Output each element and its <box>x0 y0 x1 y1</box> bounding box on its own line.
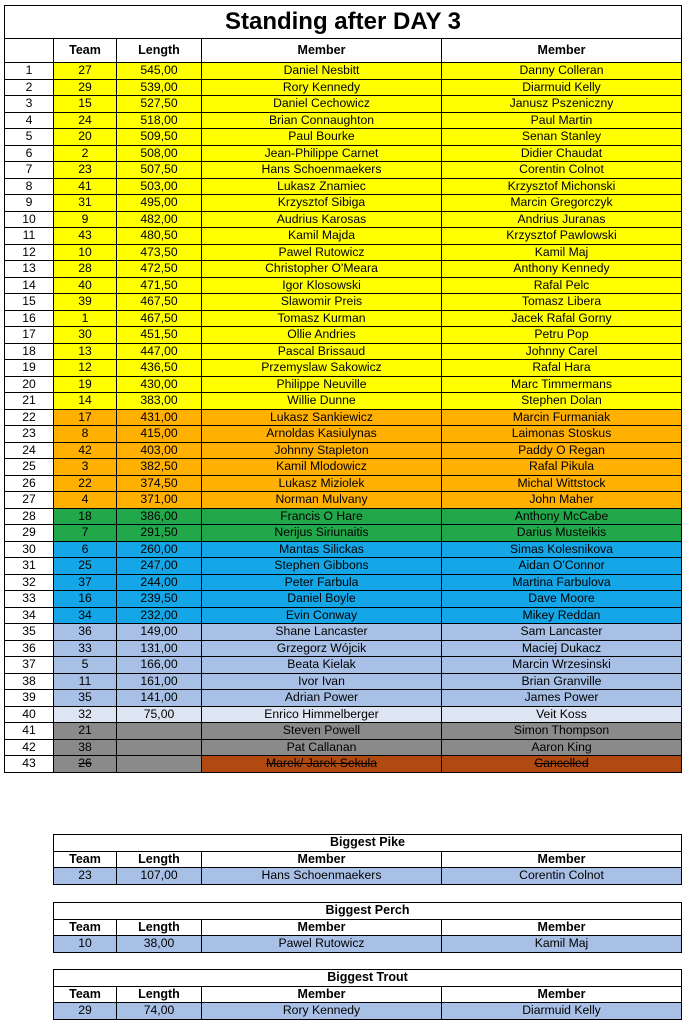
award-title: Biggest Perch <box>54 903 682 920</box>
team-cell: 16 <box>54 591 117 608</box>
length-cell: 161,00 <box>117 673 202 690</box>
rank-cell: 40 <box>5 706 54 723</box>
member-cell: Anthony McCabe <box>442 508 682 525</box>
member-cell: Dave Moore <box>442 591 682 608</box>
member-cell: Norman Mulvany <box>202 492 442 509</box>
rank-cell: 23 <box>5 426 54 443</box>
length-cell: 239,50 <box>117 591 202 608</box>
length-cell: 495,00 <box>117 195 202 212</box>
team-cell: 42 <box>54 442 117 459</box>
table-row <box>5 657 682 674</box>
table-row <box>5 492 682 509</box>
team-cell: 12 <box>54 360 117 377</box>
member-cell: Kamil Maj <box>442 244 682 261</box>
member-cell: Stephen Dolan <box>442 393 682 410</box>
rank-cell: 17 <box>5 327 54 344</box>
team-cell: 41 <box>54 178 117 195</box>
team-cell: 8 <box>54 426 117 443</box>
team-cell: 6 <box>54 541 117 558</box>
member-cell: Senan Stanley <box>442 129 682 146</box>
standings-table <box>4 5 682 773</box>
member-cell: Marcin Furmaniak <box>442 409 682 426</box>
table-row <box>5 178 682 195</box>
member-cell: Enrico Himmelberger <box>202 706 442 723</box>
team-cell: 30 <box>54 327 117 344</box>
member-cell: Pawel Rutowicz <box>202 936 442 953</box>
team-cell: 39 <box>54 294 117 311</box>
table-row <box>5 294 682 311</box>
table-row <box>5 541 682 558</box>
length-cell: 74,00 <box>117 1003 202 1020</box>
member-cell: John Maher <box>442 492 682 509</box>
table-row <box>5 558 682 575</box>
member-cell: Corentin Colnot <box>442 868 682 885</box>
table-row <box>54 1003 682 1020</box>
team-cell: 23 <box>54 162 117 179</box>
rank-cell: 18 <box>5 343 54 360</box>
rank-cell: 39 <box>5 690 54 707</box>
table-row <box>5 277 682 294</box>
table-row <box>5 442 682 459</box>
team-cell: 31 <box>54 195 117 212</box>
length-cell: 447,00 <box>117 343 202 360</box>
length-cell: 131,00 <box>117 640 202 657</box>
team-cell: 10 <box>54 936 117 953</box>
length-cell: 503,00 <box>117 178 202 195</box>
rank-cell: 25 <box>5 459 54 476</box>
member-cell: Philippe Neuville <box>202 376 442 393</box>
length-cell: 415,00 <box>117 426 202 443</box>
member-header-1: Member <box>202 919 442 936</box>
rank-cell: 30 <box>5 541 54 558</box>
length-cell: 436,50 <box>117 360 202 377</box>
member-cell: Tomasz Kurman <box>202 310 442 327</box>
rank-cell: 5 <box>5 129 54 146</box>
table-row <box>5 426 682 443</box>
table-row <box>5 79 682 96</box>
table-row <box>5 673 682 690</box>
length-cell: 403,00 <box>117 442 202 459</box>
member-cell: Francis O Hare <box>202 508 442 525</box>
rank-cell: 29 <box>5 525 54 542</box>
length-cell: 291,50 <box>117 525 202 542</box>
member-cell: Rafal Pikula <box>442 459 682 476</box>
member-cell: Jean-Philippe Carnet <box>202 145 442 162</box>
rank-cell: 12 <box>5 244 54 261</box>
length-cell: 527,50 <box>117 96 202 113</box>
rank-cell: 21 <box>5 393 54 410</box>
member-cell: Anthony Kennedy <box>442 261 682 278</box>
member-cell: Marcin Wrzesinski <box>442 657 682 674</box>
rank-cell: 41 <box>5 723 54 740</box>
member-cell: Johnny Carel <box>442 343 682 360</box>
team-cell: 43 <box>54 228 117 245</box>
rank-cell: 9 <box>5 195 54 212</box>
rank-cell: 3 <box>5 96 54 113</box>
member-cell: Krzysztof Michonski <box>442 178 682 195</box>
length-cell: 141,00 <box>117 690 202 707</box>
length-cell <box>117 723 202 740</box>
table-row <box>5 574 682 591</box>
member-cell: Pascal Brissaud <box>202 343 442 360</box>
team-cell: 3 <box>54 459 117 476</box>
length-cell: 374,50 <box>117 475 202 492</box>
member-cell: Rory Kennedy <box>202 1003 442 1020</box>
member-cell: Ivor Ivan <box>202 673 442 690</box>
member-cell: Arnoldas Kasiulynas <box>202 426 442 443</box>
team-cell: 11 <box>54 673 117 690</box>
table-row <box>5 310 682 327</box>
member-cell: Tomasz Libera <box>442 294 682 311</box>
page-title: Standing after DAY 3 <box>5 6 682 39</box>
team-cell: 21 <box>54 723 117 740</box>
member-cell: Paul Bourke <box>202 129 442 146</box>
member-cell: Kamil Majda <box>202 228 442 245</box>
rank-cell: 10 <box>5 211 54 228</box>
table-row <box>5 591 682 608</box>
member-cell: Grzegorz Wójcik <box>202 640 442 657</box>
member-cell: Johnny Stapleton <box>202 442 442 459</box>
length-cell: 473,50 <box>117 244 202 261</box>
member-cell: Janusz Pszeniczny <box>442 96 682 113</box>
table-row <box>5 739 682 756</box>
table-row <box>5 162 682 179</box>
team-header: Team <box>54 851 117 868</box>
length-cell: 75,00 <box>117 706 202 723</box>
table-row <box>5 706 682 723</box>
member-cell: Brian Connaughton <box>202 112 442 129</box>
team-cell: 29 <box>54 79 117 96</box>
team-header: Team <box>54 986 117 1003</box>
table-row <box>5 261 682 278</box>
team-cell: 27 <box>54 63 117 80</box>
member-cell: Cancelled <box>442 756 682 773</box>
table-row <box>5 393 682 410</box>
table-row <box>5 508 682 525</box>
rank-header <box>5 39 54 63</box>
team-cell: 23 <box>54 868 117 885</box>
rank-cell: 27 <box>5 492 54 509</box>
table-row <box>5 475 682 492</box>
rank-cell: 2 <box>5 79 54 96</box>
member-cell: Petru Pop <box>442 327 682 344</box>
team-cell: 24 <box>54 112 117 129</box>
member-cell: Marcin Gregorczyk <box>442 195 682 212</box>
member-cell: Rafal Pelc <box>442 277 682 294</box>
length-header: Length <box>117 986 202 1003</box>
member-cell: Brian Granville <box>442 673 682 690</box>
length-cell: 539,00 <box>117 79 202 96</box>
member-cell: Lukasz Miziolek <box>202 475 442 492</box>
length-cell: 430,00 <box>117 376 202 393</box>
length-cell: 382,50 <box>117 459 202 476</box>
rank-cell: 19 <box>5 360 54 377</box>
length-cell: 508,00 <box>117 145 202 162</box>
rank-cell: 6 <box>5 145 54 162</box>
member-cell: Daniel Boyle <box>202 591 442 608</box>
member-cell: Didier Chaudat <box>442 145 682 162</box>
length-cell: 371,00 <box>117 492 202 509</box>
member-cell: Maciej Dukacz <box>442 640 682 657</box>
team-cell: 29 <box>54 1003 117 1020</box>
rank-cell: 42 <box>5 739 54 756</box>
rank-cell: 34 <box>5 607 54 624</box>
member-cell: James Power <box>442 690 682 707</box>
member-cell: Pat Callanan <box>202 739 442 756</box>
member-cell: Aaron King <box>442 739 682 756</box>
table-row <box>5 327 682 344</box>
table-row <box>5 96 682 113</box>
special-award-table <box>53 834 682 885</box>
member-cell: Beata Kielak <box>202 657 442 674</box>
table-row <box>5 145 682 162</box>
length-cell <box>117 756 202 773</box>
team-cell: 18 <box>54 508 117 525</box>
member-cell: Darius Musteikis <box>442 525 682 542</box>
table-row <box>5 244 682 261</box>
table-row <box>5 624 682 641</box>
member-cell: Diarmuid Kelly <box>442 79 682 96</box>
rank-cell: 37 <box>5 657 54 674</box>
team-cell: 40 <box>54 277 117 294</box>
rank-cell: 26 <box>5 475 54 492</box>
member-cell: Nerijus Siriunaitis <box>202 525 442 542</box>
member-cell: Krzysztof Sibiga <box>202 195 442 212</box>
table-row <box>5 343 682 360</box>
member-header-2: Member <box>442 919 682 936</box>
rank-cell: 16 <box>5 310 54 327</box>
team-cell: 26 <box>54 756 117 773</box>
special-award-table <box>53 969 682 1020</box>
table-row <box>5 690 682 707</box>
member-cell: Michal Wittstock <box>442 475 682 492</box>
table-row <box>5 129 682 146</box>
member-cell: Steven Powell <box>202 723 442 740</box>
member-cell: Slawomir Preis <box>202 294 442 311</box>
team-header: Team <box>54 39 117 63</box>
length-header: Length <box>117 851 202 868</box>
length-cell: 467,50 <box>117 310 202 327</box>
team-cell: 35 <box>54 690 117 707</box>
member-header-2: Member <box>442 986 682 1003</box>
member-cell: Paddy O Regan <box>442 442 682 459</box>
length-cell: 431,00 <box>117 409 202 426</box>
table-row <box>5 607 682 624</box>
award-title: Biggest Pike <box>54 835 682 852</box>
special-award-table <box>53 902 682 953</box>
member-cell: Simon Thompson <box>442 723 682 740</box>
team-cell: 2 <box>54 145 117 162</box>
member-cell: Igor Klosowski <box>202 277 442 294</box>
team-header: Team <box>54 919 117 936</box>
length-cell: 467,50 <box>117 294 202 311</box>
team-cell: 20 <box>54 129 117 146</box>
length-cell: 509,50 <box>117 129 202 146</box>
member-cell: Diarmuid Kelly <box>442 1003 682 1020</box>
table-row <box>54 936 682 953</box>
rank-cell: 31 <box>5 558 54 575</box>
table-row <box>54 868 682 885</box>
member-cell: Rory Kennedy <box>202 79 442 96</box>
length-cell: 386,00 <box>117 508 202 525</box>
length-cell: 480,50 <box>117 228 202 245</box>
member-cell: Hans Schoenmaekers <box>202 868 442 885</box>
member-header-2: Member <box>442 39 682 63</box>
length-cell: 38,00 <box>117 936 202 953</box>
team-cell: 37 <box>54 574 117 591</box>
table-row <box>5 409 682 426</box>
table-row <box>5 112 682 129</box>
team-cell: 17 <box>54 409 117 426</box>
member-cell: Kamil Maj <box>442 936 682 953</box>
team-cell: 38 <box>54 739 117 756</box>
member-cell: Stephen Gibbons <box>202 558 442 575</box>
team-cell: 19 <box>54 376 117 393</box>
rank-cell: 35 <box>5 624 54 641</box>
member-header-1: Member <box>202 986 442 1003</box>
table-row <box>5 525 682 542</box>
table-row <box>5 228 682 245</box>
length-cell <box>117 739 202 756</box>
length-cell: 232,00 <box>117 607 202 624</box>
table-row <box>5 459 682 476</box>
team-cell: 13 <box>54 343 117 360</box>
rank-cell: 15 <box>5 294 54 311</box>
length-cell: 507,50 <box>117 162 202 179</box>
length-cell: 471,50 <box>117 277 202 294</box>
rank-cell: 7 <box>5 162 54 179</box>
member-header-2: Member <box>442 851 682 868</box>
length-cell: 545,00 <box>117 63 202 80</box>
team-cell: 5 <box>54 657 117 674</box>
rank-cell: 22 <box>5 409 54 426</box>
rank-cell: 24 <box>5 442 54 459</box>
member-cell: Daniel Nesbitt <box>202 63 442 80</box>
team-cell: 9 <box>54 211 117 228</box>
member-cell: Marc Timmermans <box>442 376 682 393</box>
length-header: Length <box>117 39 202 63</box>
member-cell: Simas Kolesnikova <box>442 541 682 558</box>
member-cell: Peter Farbula <box>202 574 442 591</box>
rank-cell: 38 <box>5 673 54 690</box>
rank-cell: 1 <box>5 63 54 80</box>
member-cell: Laimonas Stoskus <box>442 426 682 443</box>
team-cell: 22 <box>54 475 117 492</box>
team-cell: 28 <box>54 261 117 278</box>
member-cell: Marek/ Jarek Sekula <box>202 756 442 773</box>
team-cell: 14 <box>54 393 117 410</box>
member-cell: Lukasz Znamiec <box>202 178 442 195</box>
member-cell: Sam Lancaster <box>442 624 682 641</box>
team-cell: 4 <box>54 492 117 509</box>
member-cell: Jacek Rafal Gorny <box>442 310 682 327</box>
member-cell: Willie Dunne <box>202 393 442 410</box>
table-row <box>5 756 682 773</box>
table-row <box>5 640 682 657</box>
award-title: Biggest Trout <box>54 970 682 987</box>
rank-cell: 20 <box>5 376 54 393</box>
member-cell: Christopher O'Meara <box>202 261 442 278</box>
length-cell: 383,00 <box>117 393 202 410</box>
table-row <box>5 195 682 212</box>
member-cell: Andrius Juranas <box>442 211 682 228</box>
table-row <box>5 211 682 228</box>
member-cell: Przemyslaw Sakowicz <box>202 360 442 377</box>
team-cell: 32 <box>54 706 117 723</box>
team-cell: 7 <box>54 525 117 542</box>
team-cell: 25 <box>54 558 117 575</box>
rank-cell: 8 <box>5 178 54 195</box>
length-cell: 107,00 <box>117 868 202 885</box>
length-cell: 472,50 <box>117 261 202 278</box>
length-cell: 451,50 <box>117 327 202 344</box>
member-cell: Audrius Karosas <box>202 211 442 228</box>
member-cell: Daniel Cechowicz <box>202 96 442 113</box>
table-row <box>5 376 682 393</box>
member-cell: Lukasz Sankiewicz <box>202 409 442 426</box>
team-cell: 1 <box>54 310 117 327</box>
member-cell: Danny Colleran <box>442 63 682 80</box>
member-cell: Paul Martin <box>442 112 682 129</box>
length-cell: 247,00 <box>117 558 202 575</box>
member-cell: Corentin Colnot <box>442 162 682 179</box>
member-header-1: Member <box>202 851 442 868</box>
rank-cell: 13 <box>5 261 54 278</box>
length-cell: 260,00 <box>117 541 202 558</box>
rank-cell: 43 <box>5 756 54 773</box>
member-cell: Evin Conway <box>202 607 442 624</box>
table-row <box>5 360 682 377</box>
member-cell: Adrian Power <box>202 690 442 707</box>
rank-cell: 33 <box>5 591 54 608</box>
team-cell: 33 <box>54 640 117 657</box>
rank-cell: 4 <box>5 112 54 129</box>
member-cell: Krzysztof Pawlowski <box>442 228 682 245</box>
length-cell: 482,00 <box>117 211 202 228</box>
rank-cell: 11 <box>5 228 54 245</box>
table-row <box>5 723 682 740</box>
member-cell: Shane Lancaster <box>202 624 442 641</box>
length-cell: 518,00 <box>117 112 202 129</box>
length-header: Length <box>117 919 202 936</box>
team-cell: 34 <box>54 607 117 624</box>
team-cell: 36 <box>54 624 117 641</box>
length-cell: 244,00 <box>117 574 202 591</box>
team-cell: 15 <box>54 96 117 113</box>
member-cell: Ollie Andries <box>202 327 442 344</box>
rank-cell: 36 <box>5 640 54 657</box>
rank-cell: 28 <box>5 508 54 525</box>
member-cell: Hans Schoenmaekers <box>202 162 442 179</box>
member-cell: Rafal Hara <box>442 360 682 377</box>
member-cell: Kamil Mlodowicz <box>202 459 442 476</box>
length-cell: 166,00 <box>117 657 202 674</box>
length-cell: 149,00 <box>117 624 202 641</box>
member-cell: Mantas Silickas <box>202 541 442 558</box>
member-cell: Mikey Reddan <box>442 607 682 624</box>
member-cell: Pawel Rutowicz <box>202 244 442 261</box>
rank-cell: 14 <box>5 277 54 294</box>
table-row <box>5 63 682 80</box>
member-cell: Veit Koss <box>442 706 682 723</box>
member-cell: Aidan O'Connor <box>442 558 682 575</box>
team-cell: 10 <box>54 244 117 261</box>
rank-cell: 32 <box>5 574 54 591</box>
member-cell: Martina Farbulova <box>442 574 682 591</box>
member-header-1: Member <box>202 39 442 63</box>
